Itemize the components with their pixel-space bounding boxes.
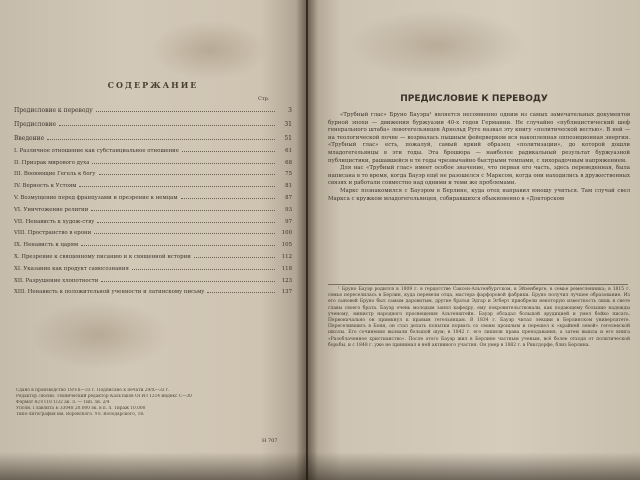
page-bottom-shadow xyxy=(0,452,640,480)
toc-entry: Предисловие 31 xyxy=(14,121,292,128)
toc-entry: X. Презрение к священному писанию и к священной истории 112 xyxy=(14,253,292,260)
toc-entry: VII. Ненависть к худож-ству 97 xyxy=(14,218,292,225)
toc-entry: XI. Указание как продукт самосознания 118 xyxy=(14,265,292,272)
right-page xyxy=(308,0,640,480)
preface-title: ПРЕДИСЛОВИЕ К ПЕРЕВОДУ xyxy=(400,94,548,104)
imprint-code: Н 707 xyxy=(262,438,278,444)
toc-entry: II. Призрак мирового духа 68 xyxy=(14,159,292,166)
paper-stain xyxy=(150,20,270,80)
toc-entry: IX. Ненависть к царям 105 xyxy=(14,242,292,249)
left-page xyxy=(0,0,306,480)
toc-entry: I. Различное отношение как субстанциальное отношение 61 xyxy=(14,147,292,154)
imprint-line: Формат 82×110 1/32 ак. л. — Тип. зн. 2/4 xyxy=(16,400,110,406)
imprint-block xyxy=(16,388,288,418)
toc-title: СОДЕРЖАНИЕ xyxy=(107,80,199,90)
paper-stain xyxy=(348,10,528,80)
book-gutter xyxy=(296,0,318,480)
preface-paragraph: Маркс познакомился с Бауэром в Берлине, куда отец направил юношу учиться. Там случай свел Маркса с кружком младогегельянцев, собиравшихся обыкновенно в «Докторском xyxy=(328,187,630,202)
toc-entry: IV. Верность к Устоям 81 xyxy=(14,183,292,190)
toc-entry: Введение 51 xyxy=(14,135,292,142)
toc-entry: XII. Разрушение хлопотности 123 xyxy=(14,277,292,284)
imprint-line: Уполн. Главлита Б 33048 20.000 эк. в п. л. Тираж 10.000 xyxy=(16,406,146,412)
toc-entry: VI. Уничтожение религии 93 xyxy=(14,206,292,213)
toc-page-header: Стр. xyxy=(258,96,270,102)
imprint-line: Редактор Люсин. Технический редактор Кальтаков ОГИЗ 1214 индекс С—30 xyxy=(16,394,192,400)
toc-entry: VIII. Пространство в ерони 100 xyxy=(14,230,292,237)
footnote-divider xyxy=(328,284,628,285)
toc-entry: III. Вооюющие Гегель к богу 75 xyxy=(14,171,292,178)
footnote: ¹ Бруно Бауэр родился в 1809 г. в герцогстве Саксен-Альтенбургском, в Эйзенберге, в семье ремесленника; в 1815 г. семья переселилась в Берлин, куда перевели отца, мастера фарфоровой фабрики. Бруно получил лучшее образование. Из его сыновей Бруно был самым даровитым, другие братья Эдгар и Эгберт приобрели некоторую известность лишь в свете славы своего брата. Бауэр очень молодым занял кафедру, ему покровительствовали, как подающему большие надежды ученому, министр народного просвещения Альтенштейн. Бауэр обладал большой эрудицией и умел бойко писать. Первоначально он примкнул к правым гегельянцам. В 1834 г. Бауэр читал лекции в Берлинском университете. Переселившись в Бонн, он стал делать попытки порвать со своим прошлым и перешел к «крайней левой» гегелевской школы. Его сочинения вызвали большой шум; в 1842 г. его лишили права преподавания, а затем вышла и его книга «Разоблаченное христианство». После этого Бауэр жил в Берлине частным ученым, всё более отходя от политической борьбы, и с 1848 г. уже не принимал в ней активного участия. Он умер в 1882 г. в Риксдорфе, близ Берлина. xyxy=(328,287,630,348)
table-of-contents xyxy=(14,100,292,295)
toc-entry: Предисловие к переводу 3 xyxy=(14,107,292,114)
paper-stain xyxy=(30,300,170,370)
preface-paragraph: «Трубный глас» Бруно Бауэра¹ является несомненно одним из самых замечательных документов бурной эпохи — движения буржуазии 40-х годов Германии. Не случайно «публицистический шеф генерального штаба» левогегельянцев Арнольд Руге назвал эту книгу «политической вестью». В ней — на теологической почве — возрвалась пышным фейерверком вся накопленная оппозиционная энергия. «Трубный глас» есть, пожалуй, самый яркий образец «политизации», до которой дошли младогегельянцы в эти годы. Эта брошюра — наиболее радикальный результат буржуазной публицистики, рашавшейся в те годы чрезвычайно быстрыми темпами, с лихорадочным напряжением. xyxy=(328,112,630,164)
imprint-line: Типо-литография им. Воровского. Ул. Володарского, 18. xyxy=(16,412,145,418)
preface-paragraph: Для нас «Трубный глас» имеет особое значение, что первая его часть, здесь переведенная, была написана в то время, когда Бауэр ещё не разошелся с Марксом, когда они находились в дружественных связях и работали совместно над одними и теми же проблемами. xyxy=(328,165,630,187)
toc-entry: XIII. Ненависть к положительной ученности и латинскому письму 137 xyxy=(14,289,292,296)
toc-entry: V. Возмущение перед французами и презрение к немцам 87 xyxy=(14,194,292,201)
imprint-line: Сдано в производство 18/VII—33 г. Подписано к печати 29/X—33 г. xyxy=(16,388,170,393)
preface-body xyxy=(328,112,630,203)
